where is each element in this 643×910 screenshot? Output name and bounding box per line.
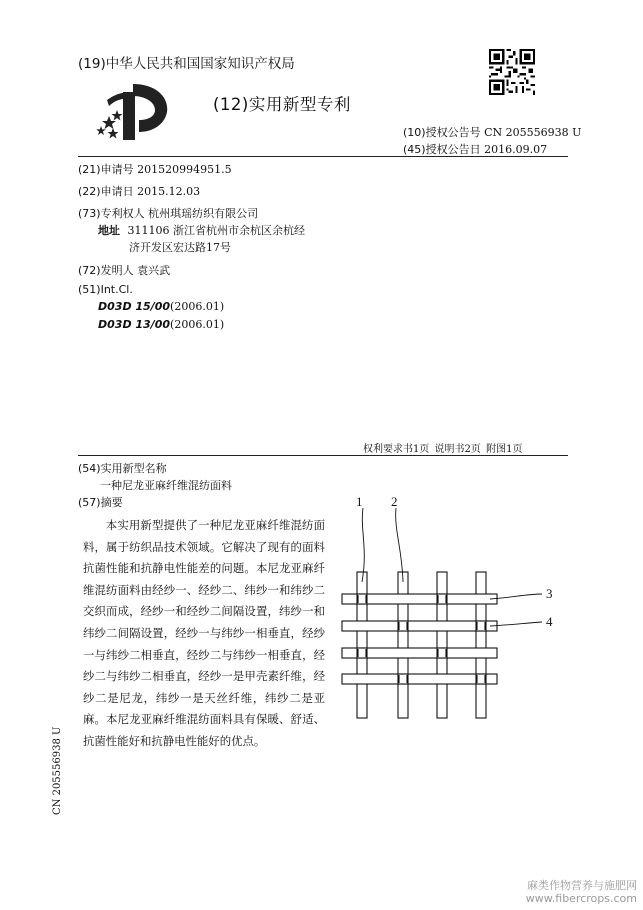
section-divider [78, 455, 568, 456]
office-name: (19)中华人民共和国国家知识产权局 [78, 56, 295, 72]
reference-numeral-3: 3 [546, 586, 553, 601]
inventor-label: (72)发明人 [78, 264, 134, 277]
leader-line-3 [490, 594, 542, 599]
watermark-url: www.fibercrops.com [525, 892, 637, 905]
publication-number-label: (10)授权公告号 [403, 126, 481, 139]
reference-numeral-1: 1 [356, 494, 363, 509]
int-cl-label: (51)Int.Cl. [78, 283, 133, 296]
qr-code-icon [489, 49, 535, 95]
patentee: 杭州琪瑶纺织有限公司 [148, 207, 259, 220]
address-line-2: 济开发区宏达路17号 [129, 241, 231, 254]
classification-code-2: D03D 13/00 [98, 318, 171, 331]
abstract-label: (57)摘要 [78, 496, 123, 509]
watermark-site-name: 麻类作物营养与施肥网 [527, 879, 637, 892]
weft-yarn [342, 621, 497, 631]
inventor: 袁兴武 [137, 264, 171, 277]
classification-year-2: (2006.01) [170, 318, 225, 331]
side-publication-number: CN 205556938 U [52, 726, 63, 815]
utility-model-title: 一种尼龙亚麻纤维混纺面料 [100, 479, 232, 492]
reference-numeral-4: 4 [546, 614, 553, 629]
leader-line-2 [396, 508, 403, 582]
publication-date: 2016.09.07 [484, 143, 548, 156]
publication-number: CN 205556938 U [484, 126, 582, 139]
address-line-1: 311106 浙江省杭州市余杭区余杭经 [127, 224, 305, 237]
patentee-label: (73)专利权人 [78, 207, 145, 220]
abstract-text: 本实用新型提供了一种尼龙亚麻纤维混纺面料，属于纺织品技术领域。它解决了现有的面料抗菌性能和抗静电性能差的问题。本尼龙亚麻纤维混纺面料由经纱一、经纱二、纬纱一和纬纱二交织而成，经纱一和经纱二间隔设置，纬纱一和纬纱二间隔设置，经纱一与纬纱一相垂直，经纱一与纬纱二相垂直，经纱二与纬纱一相垂直，经纱二与纬纱二相垂直，经纱一是甲壳素纤维，经纱二是尼龙，纬纱一是天丝纤维，纬纱二是亚麻。本尼龙亚麻纤维混纺面料具有保暖、舒适、抗菌性能好和抗静电性能好的优点。 [83, 518, 325, 748]
page-count-info: 权利要求书1页 说明书2页 附图1页 [363, 444, 523, 455]
utility-model-title-label: (54)实用新型名称 [78, 462, 167, 475]
classification-year-1: (2006.01) [170, 300, 225, 313]
reference-numeral-2: 2 [391, 494, 398, 509]
cnipa-logo-icon [95, 80, 175, 142]
classification-code-1: D03D 15/00 [98, 300, 171, 313]
filing-date: 2015.12.03 [137, 185, 201, 198]
filing-date-label: (22)申请日 [78, 185, 134, 198]
application-number: 201520994951.5 [137, 163, 232, 176]
application-number-label: (21)申请号 [78, 163, 134, 176]
address-label: 地址 [98, 224, 120, 237]
leader-line-4 [490, 622, 542, 626]
publication-date-label: (45)授权公告日 [403, 143, 481, 156]
document-type: (12)实用新型专利 [213, 95, 351, 114]
weft-yarn [342, 674, 497, 684]
header-divider [78, 156, 568, 157]
fabric-weave-figure [330, 490, 560, 730]
leader-line-1 [362, 508, 364, 582]
